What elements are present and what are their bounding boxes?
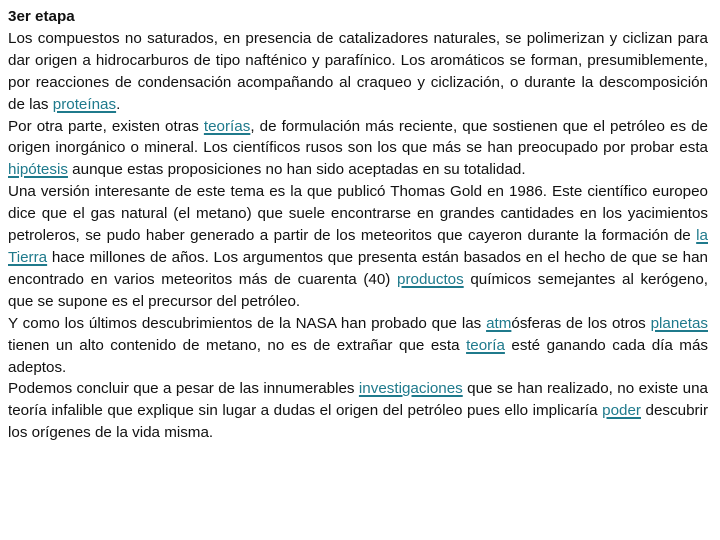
paragraph-5 [8,378,708,444]
paragraph-text: químicos semejantes al kerógeno, que se supone es el precursor del petróleo. [8,270,709,310]
link-la-tierra[interactable]: la Tierra [8,227,708,266]
paragraph-text: que se han realizado, no existe una teoría infalible que explique sin lugar a dudas el origen del petróleo pues ello implicaría [8,380,708,420]
link-atmosferas[interactable]: atm [486,314,512,332]
link-teorias[interactable]: teorías [203,117,251,135]
paragraph-text: Los compuestos no saturados, en presencia de catalizadores naturales, se polimerizan y ciclizan para dar origen a hidrocarburos de tipo nafténico y parafínico. Los aromáticos se forman, presumiblemente, por reacciones de condensación acompañando al craqueo y ciclización, o durante la descomposición de las [8,29,708,113]
paragraph-4 [8,313,708,379]
paragraph-text: ósferas de los otros [511,314,651,332]
link-investigaciones[interactable]: investigaciones [358,380,463,398]
link-hipotesis[interactable]: hipótesis [8,161,68,179]
link-planetas[interactable]: planetas [650,314,708,332]
paragraph-text: aunque estas proposiciones no han sido aceptadas en su totalidad. [67,161,526,179]
paragraph-2 [8,116,708,182]
document-body [8,6,708,444]
paragraph-text: Podemos concluir que a pesar de las innumerables [8,380,359,398]
paragraph-3 [8,181,708,312]
paragraph-1 [8,28,708,116]
paragraph-text: Por otra parte, existen otras [8,117,204,135]
link-productos[interactable]: productos [397,270,464,288]
section-heading: 3er etapa [8,8,75,25]
paragraph-text: , de formulación más reciente, que sostienen que el petróleo es de origen inorgánico o mineral. Los científicos rusos son los que más se han preocupado por probar esta [8,117,709,157]
paragraph-text: . [116,95,121,113]
paragraph-text: hace millones de años. Los argumentos que presenta están basados en el hecho de que se han encontrado en varios meteoritos más de cuarenta (40) [8,248,708,288]
link-poder[interactable]: poder [602,402,641,420]
paragraph-text: descubrir los orígenes de la vida misma. [8,402,709,442]
paragraph-text: tienen un alto contenido de metano, no es de extrañar que esta [8,336,467,354]
paragraph-text: Y como los últimos descubrimientos de la NASA han probado que las [8,314,487,332]
paragraph-text: esté ganando cada día más adeptos. [8,336,709,376]
link-teoria[interactable]: teoría [466,336,505,354]
link-proteinas[interactable]: proteínas [52,95,117,113]
paragraph-text: Una versión interesante de este tema es la que publicó Thomas Gold en 1986. Este científico europeo dice que el gas natural (el metano) que suele encontrarse en grandes cantidades en los yacimientos petroleros, se pudo haber generado a partir de los meteoritos que cayeron durante la formación de [8,183,708,245]
